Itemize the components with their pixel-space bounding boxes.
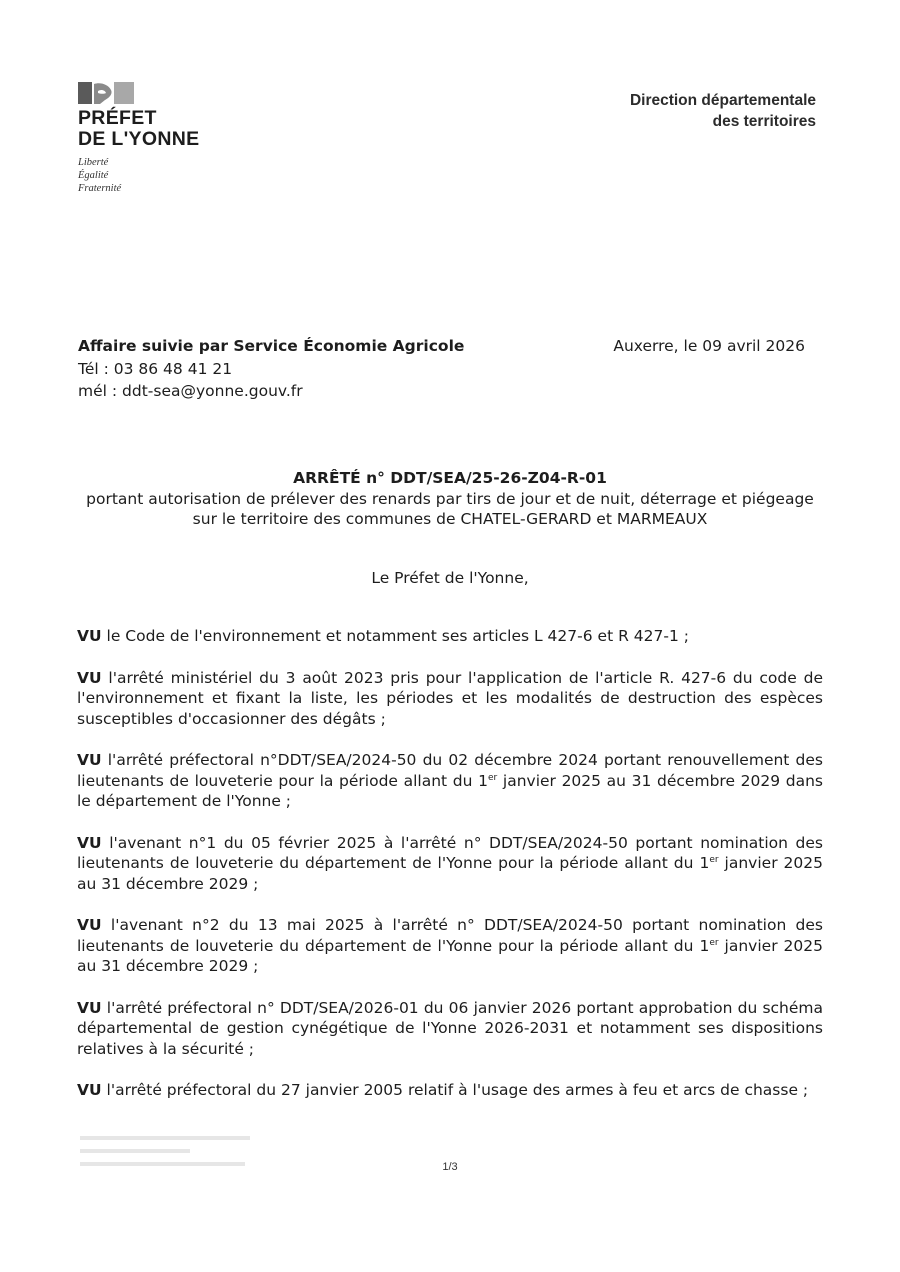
- vu-label: VU: [77, 833, 102, 852]
- visa-item: [77, 750, 823, 812]
- contact-block: [78, 335, 464, 403]
- motto-fraternite: Fraternité: [78, 183, 122, 194]
- visa-text-cont: janvier 2025 au 31 décembre 2029 dans le département de l'Yonne ;: [77, 771, 823, 810]
- visas-list: [77, 626, 823, 1122]
- direction-line2: des territoires: [712, 113, 816, 130]
- visa-item: [77, 668, 823, 730]
- logo-title-line1: PRÉFET: [78, 107, 157, 129]
- contact-email: mél : ddt-sea@yonne.gouv.fr: [78, 382, 303, 400]
- ordinal-superscript: er: [709, 854, 719, 865]
- visa-text: l'arrêté préfectoral n°DDT/SEA/2024-50 du 02 décembre 2024 portant renouvellement des lieutenants de louveterie pour la période allant du 1: [77, 751, 823, 790]
- visa-item: [77, 833, 823, 895]
- motto-liberte: Liberté: [78, 157, 109, 168]
- direction-line1: Direction départementale: [629, 92, 816, 109]
- document-date: Auxerre, le 09 avril 2026: [613, 337, 805, 355]
- arrete-subtitle-line2: sur le territoire des communes de CHATEL-GERARD et MARMEAUX: [192, 510, 708, 528]
- visa-text: le Code de l'environnement et notamment ses articles L 427-6 et R 427-1 ;: [106, 627, 689, 645]
- vu-label: VU: [77, 627, 102, 645]
- motto-egalite: Égalité: [78, 170, 109, 181]
- visa-item: [77, 998, 823, 1060]
- republic-motto: [78, 156, 199, 195]
- ordinal-superscript: er: [709, 937, 719, 948]
- ordinal-superscript: er: [487, 772, 498, 783]
- marianne-emblem-icon: [78, 82, 134, 104]
- visa-text-cont: janvier 2025 au 31 décembre 2029 ;: [77, 936, 823, 975]
- prefet-salutation: Le Préfet de l'Yonne,: [371, 569, 529, 587]
- logo-title-line2: DE L'YONNE: [78, 128, 200, 150]
- visa-text-cont: janvier 2025 au 31 décembre 2029 ;: [77, 854, 823, 893]
- visa-text: l'arrêté ministériel du 3 août 2023 pris pour l'application de l'article R. 427-6 du code de l'environnement et fixant la liste, les périodes et les modalités de destruction des espèces susceptibles d'occasionner des dégâts ;: [77, 668, 823, 728]
- visa-item: [77, 915, 823, 977]
- vu-label: VU: [77, 668, 102, 687]
- vu-label: VU: [77, 998, 102, 1017]
- vu-label: VU: [77, 916, 102, 934]
- vu-label: VU: [77, 751, 102, 769]
- case-followed-by: Affaire suivie par Service Économie Agricole: [78, 337, 465, 355]
- visa-text: l'arrêté préfectoral n° DDT/SEA/2026-01 du 06 janvier 2026 portant approbation du schéma départemental de gestion cynégétique de l'Yonne 2026-2031 et notamment ses dispositions relatives à la sécurité ;: [77, 998, 824, 1058]
- contact-phone: Tél : 03 86 48 41 21: [78, 359, 233, 378]
- visa-text: l'arrêté préfectoral du 27 janvier 2005 relatif à l'usage des armes à feu et arcs de chasse ;: [106, 1081, 809, 1099]
- visa-text: l'avenant n°1 du 05 février 2025 à l'arrêté n° DDT/SEA/2024-50 portant nomination des lieutenants de louveterie du département de l'Yonne pour la période allant du 1: [77, 833, 823, 872]
- visa-text: l'avenant n°2 du 13 mai 2025 à l'arrêté n° DDT/SEA/2024-50 portant nomination des lieutenants de louveterie du département de l'Yonne pour la période allant du 1: [77, 916, 823, 955]
- visa-item: [77, 626, 823, 647]
- arrete-title-block: [60, 468, 840, 530]
- prefecture-logo: [78, 82, 199, 195]
- arrete-number: ARRÊTÉ n° DDT/SEA/25-26-Z04-R-01: [293, 469, 607, 487]
- issuing-direction: [630, 90, 816, 132]
- page-number: 1/3: [442, 1161, 458, 1173]
- vu-label: VU: [77, 1081, 102, 1099]
- visa-item: [77, 1080, 823, 1101]
- arrete-subtitle-line1: portant autorisation de prélever des renards par tirs de jour et de nuit, déterrage et piégeage: [86, 489, 814, 508]
